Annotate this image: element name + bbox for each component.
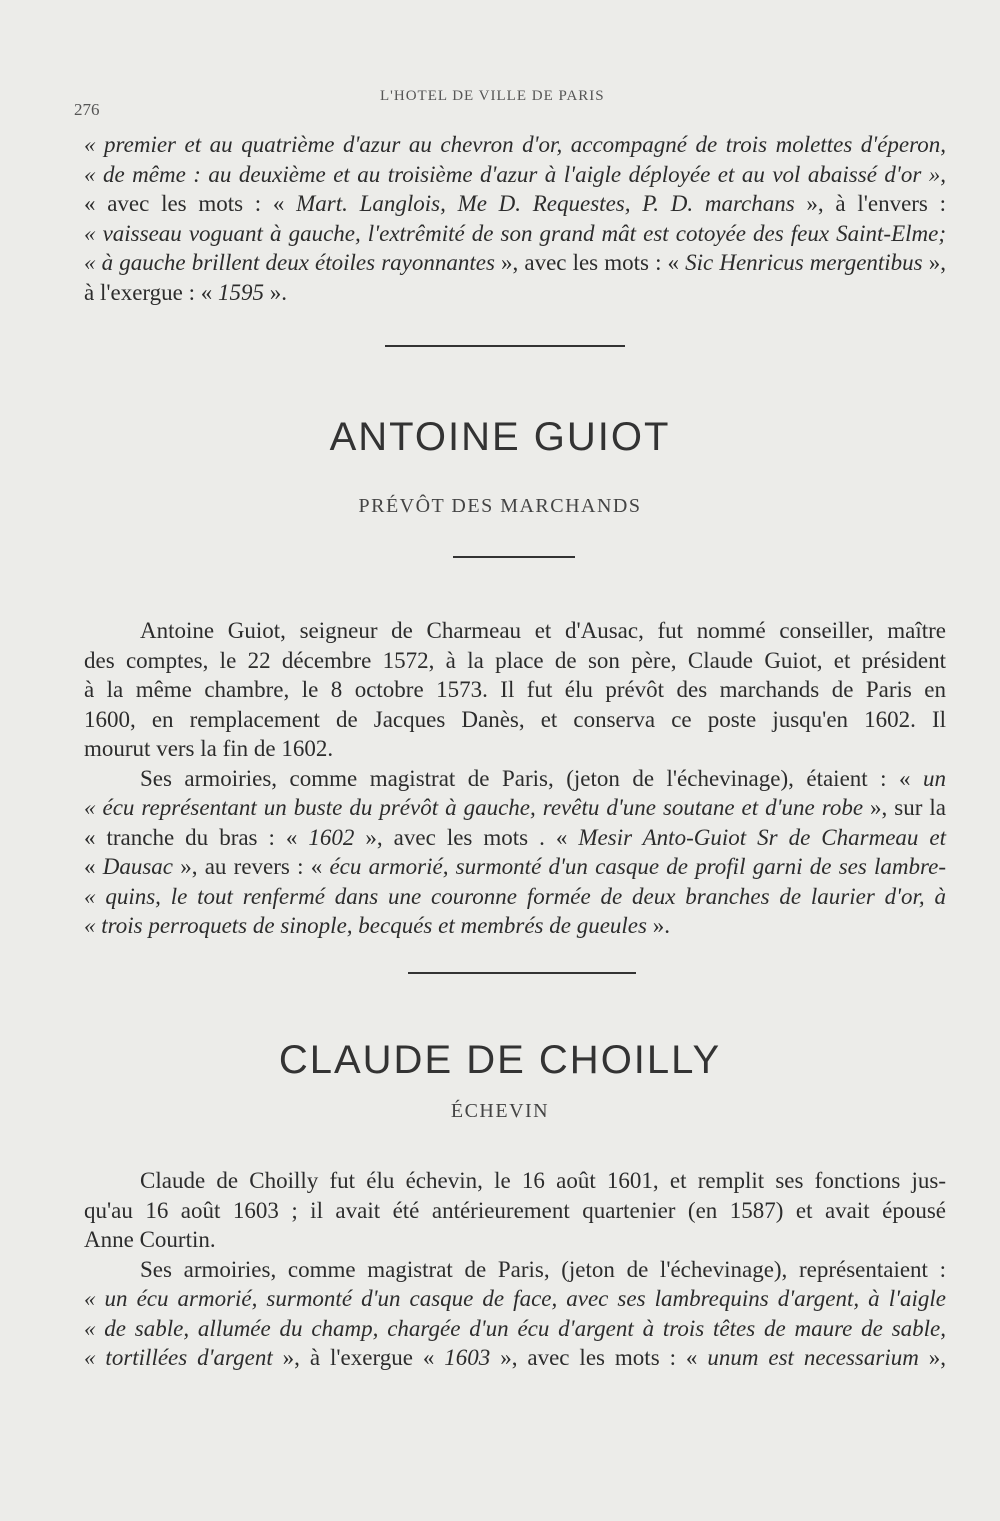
choilly-biography [84, 1166, 946, 1373]
text-line: « avec les mots : « Mart. Langlois, Me D. Requestes, P. D. marchans », à l'envers : [84, 191, 946, 216]
section-title-choilly: CLAUDE DE CHOILLY [278, 1038, 722, 1082]
section-title-guiot: ANTOINE GUIOT [329, 415, 671, 459]
section-subtitle-guiot: PRÉVÔT DES MARCHANDS [358, 495, 642, 517]
text-line: à la même chambre, le 8 octobre 1573. Il fut élu prévôt des marchands de Paris en [84, 677, 946, 702]
page-number: 276 [74, 100, 100, 119]
text-line: qu'au 16 août 1603 ; il avait été antérieurement quartenier (en 1587) et avait épousé [84, 1197, 946, 1223]
text-line: « premier et au quatrième d'azur au chevron d'or, accompagné de trois molettes d'éperon, [84, 132, 946, 157]
text-line: Anne Courtin. [84, 1227, 216, 1252]
running-title: L'HOTEL DE VILLE DE PARIS [380, 88, 605, 104]
section-divider [385, 345, 625, 347]
text-line: « quins, le tout renfermé dans une couronne formée de deux branches de laurier d'or, à [84, 883, 946, 909]
text-line: « de sable, allumée du champ, chargée d'un écu d'argent à trois têtes de maure de sable, [84, 1315, 946, 1341]
subtitle-divider [453, 556, 575, 558]
text-line: à l'exergue : « 1595 ». [84, 279, 288, 305]
text-line: Ses armoiries, comme magistrat de Paris, (jeton de l'échevinage), représentaient : [140, 1256, 946, 1282]
text-line: Antoine Guiot, seigneur de Charmeau et d'Ausac, fut nommé conseiller, maître [140, 618, 946, 643]
text-line: « vaisseau voguant à gauche, l'extrêmité de son grand mât est cotoyée des feux Saint-Elme; [84, 220, 946, 246]
text-line: « un écu armorié, surmonté d'un casque de face, avec ses lambrequins d'argent, à l'aigle [84, 1286, 946, 1311]
text-line: des comptes, le 22 décembre 1572, à la place de son père, Claude Guiot, et président [84, 647, 946, 673]
text-line: 1600, en remplacement de Jacques Danès, et conserva ce poste jusqu'en 1602. Il [84, 706, 946, 732]
text-line: mourut vers la fin de 1602. [84, 736, 334, 761]
text-line: « tranche du bras : « 1602 », avec les mots . « Mesir Anto-Guiot Sr de Charmeau et [84, 824, 947, 850]
intro-paragraph [84, 130, 946, 307]
section-divider [408, 972, 636, 974]
text-line: Claude de Choilly fut élu échevin, le 16 août 1601, et remplit ses fonctions jus- [140, 1168, 946, 1193]
text-line: « trois perroquets de sinople, becqués et membrés de gueules ». [84, 913, 670, 938]
text-line: « Dausac », au revers : « écu armorié, surmonté d'un casque de profil garni de ses lambre- [84, 854, 946, 879]
text-line: Ses armoiries, comme magistrat de Paris, (jeton de l'échevinage), étaient : « un [140, 765, 946, 791]
text-line: « de même : au deuxième et au troisième d'azur à l'aigle déployée et au vol abaissé d'or », [84, 161, 946, 187]
text-line: « tortillées d'argent », à l'exergue « 1603 », avec les mots : « unum est necessarium », [84, 1345, 947, 1370]
guiot-biography [84, 616, 946, 941]
text-line: « écu représentant un buste du prévôt à gauche, revêtu d'une soutane et d'une robe », sur la [84, 795, 946, 820]
text-line: « à gauche brillent deux étoiles rayonnantes », avec les mots : « Sic Henricus mergentibus », [84, 250, 946, 275]
section-subtitle-choilly: ÉCHEVIN [450, 1100, 550, 1122]
